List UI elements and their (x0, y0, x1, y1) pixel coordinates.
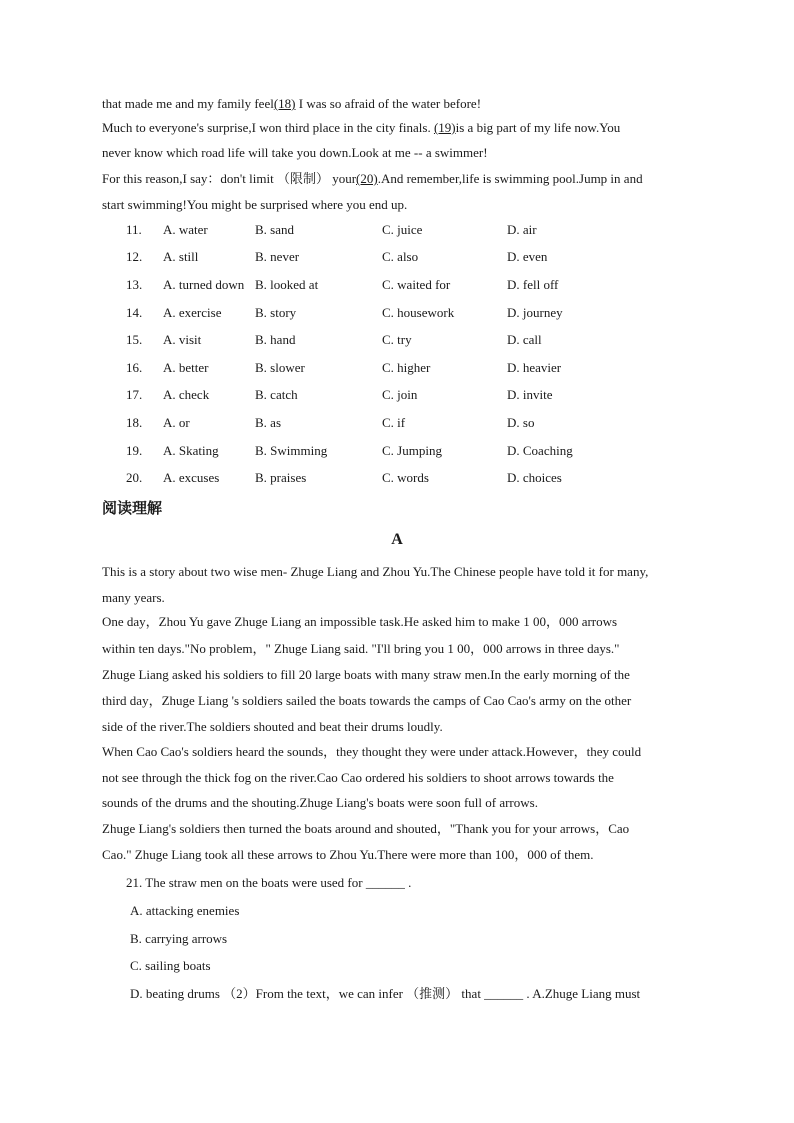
passage-line: third day，Zhuge Liang 's soldiers sailed the boats towards the camps of Cao Cao's army on the other (102, 693, 632, 708)
blank-18: (18) (273, 96, 296, 111)
passage-line: One day，Zhou Yu gave Zhuge Liang an impossible task.He asked him to make 1 00，000 arrows (102, 614, 618, 629)
passage-line: Zhuge Liang asked his soldiers to fill 20 large boats with many straw men.In the early morning of the (102, 667, 630, 682)
option-b: B. Swimming (255, 443, 328, 458)
option-d: D. so (507, 415, 535, 430)
option-b: B. hand (255, 332, 296, 347)
option-a: A. excuses (163, 470, 220, 485)
option-d: D. journey (507, 305, 563, 320)
cloze-line-2 (102, 120, 620, 136)
option-a: A. visit (163, 332, 202, 347)
question-number: 12. (126, 249, 143, 264)
cloze-line-1 (102, 96, 481, 112)
option-c: C. try (382, 332, 412, 347)
passage-line: When Cao Cao's soldiers heard the sounds，they thought they were under attack.However，they could (102, 744, 642, 759)
option-d: D. even (507, 249, 548, 264)
passage-line: side of the river.The soldiers shouted and beat their drums loudly. (102, 719, 443, 734)
question-21-choice-d: D. beating drums （2）From the text，we can infer （推测） that ______ . A.Zhuge Liang must (130, 986, 641, 1001)
option-b: B. sand (255, 222, 294, 237)
option-c: C. if (382, 415, 406, 430)
cloze-text: I was so afraid of the water before! (295, 96, 482, 111)
option-b: B. looked at (255, 277, 319, 292)
passage-line: many years. (102, 590, 165, 605)
question-number: 18. (126, 415, 143, 430)
option-c: C. join (382, 387, 418, 402)
option-d: D. Coaching (507, 443, 573, 458)
cloze-text: .And remember,life is swimming pool.Jump in and (377, 171, 643, 186)
option-c: C. words (382, 470, 429, 485)
question-21-choice-c: C. sailing boats (130, 958, 211, 973)
option-c: C. also (382, 249, 419, 264)
passage-line: Zhuge Liang's soldiers then turned the boats around and shouted，"Thank you for your arrows，Cao (102, 821, 630, 836)
option-a: A. check (163, 387, 210, 402)
question-number: 13. (126, 277, 143, 292)
passage-line: Cao." Zhuge Liang took all these arrows to Zhou Yu.There were more than 100，000 of them. (102, 847, 594, 862)
option-d: D. invite (507, 387, 553, 402)
cloze-line-4 (102, 171, 643, 187)
question-number: 14. (126, 305, 143, 320)
blank-19: (19) (433, 120, 456, 135)
option-c: C. higher (382, 360, 431, 375)
cloze-line-5: start swimming!You might be surprised where you end up. (102, 197, 408, 212)
option-d: D. fell off (507, 277, 559, 292)
passage-line: sounds of the drums and the shouting.Zhuge Liang's boats were soon full of arrows. (102, 795, 538, 810)
blank-20: (20) (356, 171, 378, 186)
option-a: A. water (163, 222, 208, 237)
cloze-text: For this reason,I say：don't limit （限制） your (102, 171, 357, 186)
passage-line: This is a story about two wise men- Zhuge Liang and Zhou Yu.The Chinese people have told it for many, (102, 564, 649, 579)
passage-title: A (391, 531, 403, 548)
question-number: 19. (126, 443, 143, 458)
option-d: D. choices (507, 470, 562, 485)
option-a: A. still (163, 249, 199, 264)
section-heading: 阅读理解 (102, 501, 163, 517)
cloze-text: Much to everyone's surprise,I won third place in the city finals. (102, 120, 434, 135)
passage-line: within ten days."No problem，" Zhuge Liang said. "I'll bring you 1 00，000 arrows in three days." (102, 641, 620, 656)
question-21-stem: 21. The straw men on the boats were used for ______ . (126, 875, 412, 890)
option-b: B. catch (255, 387, 298, 402)
option-b: B. as (255, 415, 281, 430)
option-d: D. call (507, 332, 542, 347)
question-number: 16. (126, 360, 143, 375)
passage-line: not see through the thick fog on the river.Cao Cao ordered his soldiers to shoot arrows towards the (102, 770, 614, 785)
option-a: A. exercise (163, 305, 222, 320)
option-c: C. housework (382, 305, 455, 320)
option-b: B. story (255, 305, 297, 320)
option-a: A. turned down (163, 277, 245, 292)
cloze-text: is a big part of my life now.You (455, 120, 621, 135)
question-number: 20. (126, 470, 143, 485)
option-c: C. waited for (382, 277, 451, 292)
question-21-choice-a: A. attacking enemies (130, 903, 240, 918)
cloze-line-3: never know which road life will take you down.Look at me -- a swimmer! (102, 145, 488, 160)
option-c: C. juice (382, 222, 423, 237)
option-b: B. slower (255, 360, 305, 375)
option-a: A. Skating (163, 443, 219, 458)
option-d: D. air (507, 222, 537, 237)
option-c: C. Jumping (382, 443, 442, 458)
cloze-text: that made me and my family feel (102, 96, 274, 111)
question-21-choice-b: B. carrying arrows (130, 931, 228, 946)
question-number: 11. (126, 222, 142, 237)
option-a: A. better (163, 360, 209, 375)
option-a: A. or (163, 415, 190, 430)
question-number: 15. (126, 332, 143, 347)
option-b: B. praises (255, 470, 307, 485)
option-b: B. never (255, 249, 300, 264)
option-d: D. heavier (507, 360, 562, 375)
question-number: 17. (126, 387, 143, 402)
